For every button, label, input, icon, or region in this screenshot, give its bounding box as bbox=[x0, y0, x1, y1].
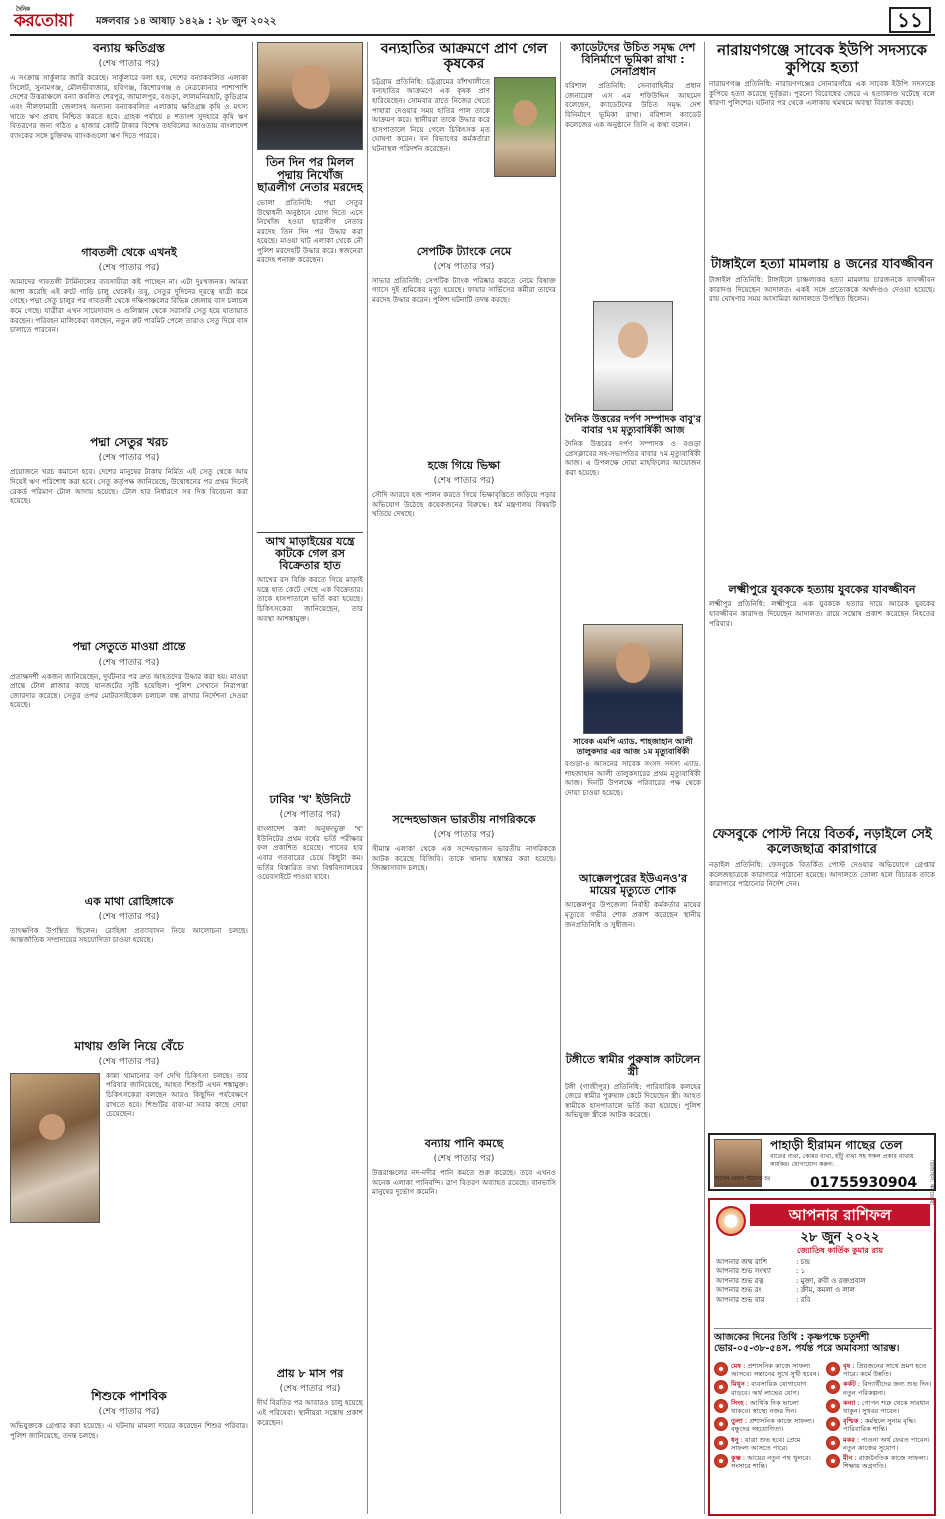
horoscope-title: আপনার রাশিফল bbox=[750, 1204, 930, 1226]
headline: বন্যায় ক্ষতিগ্রস্ত bbox=[93, 41, 165, 55]
column-3 bbox=[372, 42, 556, 1468]
zodiac-symbol-icon bbox=[714, 1399, 728, 1413]
headline: হজে গিয়ে ভিক্ষা bbox=[427, 458, 501, 472]
photo-caption: সাবেক এমপি এ্যাড. শাহজাহান আলী তালুকদার এর আজ ১ম মৃত্যুবার্ষিকী bbox=[573, 737, 693, 757]
zodiac-text bbox=[843, 1417, 932, 1433]
headline: গাবতলী থেকে এখনই bbox=[81, 246, 177, 260]
continued-label: (শেষ পাতার পর) bbox=[433, 830, 495, 841]
zodiac-text bbox=[843, 1399, 932, 1415]
elderly-man-photo bbox=[593, 301, 673, 411]
zodiac-symbol-icon bbox=[826, 1362, 840, 1376]
article-body: বরিশাল প্রতিনিধি: সেনাবাহিনীর প্রধান জেনারেল এস এম শফিউদ্দিন আহমেদ বলেছেন, ক্যাডেটদের উচিত সমৃদ্ধ দেশ বিনির্মাণে ভূমিকা রাখা। বরিশাল ক্যাডেট কলেজের এক অনুষ্ঠানে তিনি এ কথা বলেন। bbox=[565, 81, 701, 129]
article-body: অভিযুক্তকে গ্রেপ্তার করা হয়েছে। এ ঘটনায় মামলা দায়ের করেছেন শিশুর পরিবার। পুলিশ জানিয়েছে, তদন্ত চলছে। bbox=[10, 1421, 248, 1440]
article-with-photo bbox=[372, 77, 556, 242]
headline: দৈনিক উত্তরের দর্পণ সম্পাদক বাবু'র বাবার ৭ম মৃত্যুবার্ষিকী আজ bbox=[565, 414, 701, 436]
zodiac-name: কন্যা bbox=[843, 1398, 856, 1407]
zodiac-prediction: : গোপন শত্রু থেকে সাবধান থাকুন। সুখবর পাবেন। bbox=[843, 1398, 930, 1416]
continued-label: (শেষ পাতার পর) bbox=[433, 1154, 495, 1165]
article-body: আক্কেলপুর উপজেলা নির্বাহী কর্মকর্তার মায়ের মৃত্যুতে গভীর শোক প্রকাশ করেছেন স্থানীয় জনপ্রতিনিধি ও সুধীজন। bbox=[565, 900, 701, 929]
logo-text: করতোয়া bbox=[14, 11, 73, 31]
photo-face bbox=[618, 322, 648, 358]
column-4 bbox=[565, 42, 701, 1322]
continued-label: (শেষ পাতার পর) bbox=[98, 59, 160, 70]
headline: আখ মাড়াইয়ের যন্ত্রে কাটকে গেল রস বিক্রেতার হাত bbox=[257, 532, 363, 572]
zodiac-text bbox=[843, 1380, 932, 1396]
zodiac-name: তুলা bbox=[731, 1417, 743, 1426]
headline: নারায়ণগঞ্জে সাবেক ইউপি সদস্যকে কুপিয়ে হত্যা bbox=[717, 41, 927, 76]
column-1 bbox=[10, 42, 248, 1511]
logo-small-text: দৈনিক bbox=[16, 6, 30, 13]
zodiac-prediction: : কর্মস্থলে সুনাম বৃদ্ধি। পারিবারিক শান্তি। bbox=[843, 1417, 916, 1434]
headline: লক্ষ্মীপুরে যুবককে হত্যায় যুবকের যাবজ্জীবন bbox=[728, 583, 916, 597]
article-body: তাৎক্ষণিক উপস্থিত ছিলেন। রোহিঙ্গা প্রত্যাবাসন নিয়ে আলোচনা চলছে। আন্তর্জাতিক সম্প্রদায়ের সহযোগিতা চাওয়া হয়েছে। bbox=[10, 925, 248, 945]
zodiac-sign-entry bbox=[826, 1454, 932, 1470]
article-body: উত্তরাঞ্চলের নদ-নদীর পানি কমতে শুরু করেছে। তবে এখনও অনেক এলাকা পানিবন্দি। ত্রাণ বিতরণ অব্যাহত রয়েছে। বানভাসি মানুষের দুর্ভোগ কমেনি। bbox=[372, 1168, 556, 1197]
oil-advertisement bbox=[708, 1133, 936, 1191]
column-2 bbox=[257, 42, 363, 1508]
farmer-photo bbox=[494, 77, 556, 177]
page-number: ১১ bbox=[889, 7, 931, 33]
zodiac-sign-entry bbox=[714, 1380, 820, 1396]
zodiac-prediction: : বিদ্যার্থীদের জন্য শুভ দিন। নতুন পরিকল্পনা। bbox=[843, 1380, 932, 1397]
article-body: চট্টগ্রাম প্রতিনিধি: চট্টগ্রামের বাঁশখালীতে বন্যহাতির আক্রমণে এক কৃষক প্রাণ হারিয়েছেন। সোমবার রাতে নিজের খেতে পাহারা দেওয়ার সময় হাতির পাল তাকে আক্রমণ করে। স্থানীয়রা তাকে উদ্ধার করে হাসপাতালে নিয়ে গেলে চিকিৎসক মৃত ঘোষণা করেন। বন বিভাগের কর্মকর্তারা ঘটনাস্থল পরিদর্শন করেছেন। bbox=[372, 76, 490, 153]
advert-description: বাতের ব্যথা, কোমর ব্যথা, হাঁটু ব্যথা সহ সকল প্রকার ব্যথায় কার্যকর। যোগাযোগ করুন: bbox=[770, 1153, 914, 1168]
zodiac-name: মিথুন bbox=[731, 1380, 745, 1389]
headline: ফেসবুকে পোস্ট নিয়ে বিতর্ক, নড়াইলে সেই কলেজছাত্র কারাগারে bbox=[712, 827, 932, 857]
dateline: মঙ্গলবার ১৪ আষাঢ় ১৪২৯ : ২৮ জুন ২০২২ bbox=[96, 16, 277, 27]
zodiac-signs-grid bbox=[714, 1362, 932, 1470]
zodiac-symbol-icon bbox=[826, 1399, 840, 1413]
article-body: কান্না থামানোর বর্ণ দেখি চিকিৎসা চলছে। তার পরিবার জানিয়েছে, আহত শিশুটি এখন শঙ্কামুক্ত। চিকিৎসকেরা বলছেন আরও কিছুদিন পর্যবেক্ষণে রাখতে হবে। শিশুটির বাবা-মা সবার কাছে দোয়া চেয়েছেন। bbox=[106, 1070, 248, 1119]
article-body: আখের রস বিক্রি করতে গিয়ে মাড়াই যন্ত্রে হাত কেটে গেছে এক বিক্রেতার। তাকে হাসপাতালে ভর্তি করা হয়েছে। চিকিৎসকেরা জানিয়েছেন, তার অবস্থা আশঙ্কামুক্ত। bbox=[257, 575, 363, 623]
detail-key: আপনার শুভ বার bbox=[716, 1295, 765, 1304]
zodiac-sign-entry bbox=[714, 1454, 820, 1470]
article-body: নড়াইল প্রতিনিধি: ফেসবুকে বিতর্কিত পোস্ট দেওয়ার অভিযোগে গ্রেপ্তার কলেজছাত্রকে কারাগারে পাঠানো হয়েছে। আদালতে তোলা হলে বিচারক তাকে কারাগারে পাঠানোর নির্দেশ দেন। bbox=[709, 859, 935, 889]
zodiac-text bbox=[731, 1380, 820, 1396]
zodiac-text bbox=[843, 1362, 932, 1378]
zodiac-sign-entry bbox=[714, 1436, 820, 1452]
zodiac-text bbox=[731, 1362, 820, 1378]
portrait-photo bbox=[257, 42, 363, 150]
article-body: বগুড়া-৪ আসনের সাবেক সংসদ সদস্য এ্যাড. শাহজাহান আলী তালুকদারের প্রথম মৃত্যুবার্ষিকী আজ। দিনটি উপলক্ষে পরিবারের পক্ষ থেকে দোয়া চাওয়া হয়েছে। bbox=[565, 759, 701, 797]
headline: ক্যাডেটদের উচিত সমৃদ্ধ দেশ বিনির্মাণে ভূমিকা রাখা : সেনাপ্রধান bbox=[570, 41, 696, 79]
column-divider bbox=[252, 42, 253, 1514]
detail-key: আপনার শুভ রত্ন bbox=[716, 1276, 764, 1285]
zodiac-sign-entry bbox=[826, 1362, 932, 1378]
photo-face bbox=[616, 643, 650, 683]
zodiac-prediction: : প্রিয়জনের সাথে ভ্রমণ হতে পারে। কর্মে উন্নতি। bbox=[843, 1362, 927, 1379]
article-body: দৈনিক উত্তরের দর্পণ সম্পাদক ও বগুড়া প্রেসক্লাবের সহ-সভাপতির বাবার ৭ম মৃত্যুবার্ষিকী আজ। এ উপলক্ষে দোয়া মাহফিলের আয়োজন করা হয়েছে। bbox=[565, 439, 701, 477]
zodiac-name: ধনু bbox=[731, 1435, 739, 1444]
zodiac-symbol-icon bbox=[714, 1454, 728, 1468]
horoscope-date: ২৮ জুন ২০২২ bbox=[800, 1230, 880, 1245]
zodiac-prediction: : যাত্রা শুভ হবে। প্রেমে সাফল্য আসতে পারে। bbox=[731, 1435, 801, 1452]
horoscope-detail-row bbox=[716, 1258, 930, 1267]
zodiac-prediction: : আয়ের নতুন পথ খুলবে। সংসারে শান্তি। bbox=[731, 1454, 811, 1471]
zodiac-symbol-icon bbox=[714, 1436, 728, 1450]
continued-label: (শেষ পাতার পর) bbox=[433, 261, 495, 272]
column-5 bbox=[709, 42, 935, 1010]
headline: বন্যহাতির আক্রমণে প্রাণ গেল কৃষকের bbox=[380, 41, 548, 73]
masthead bbox=[10, 6, 935, 36]
page-credit: ডিজাইন: করতোয়া bbox=[928, 1160, 935, 1206]
continued-label: (শেষ পাতার পর) bbox=[433, 475, 495, 486]
advert-phone: 01755930904 bbox=[810, 1175, 918, 1191]
headline: টাঙ্গাইলে হত্যা মামলায় ৪ জনের যাবজ্জীবন bbox=[710, 257, 934, 272]
zodiac-sign-entry bbox=[714, 1362, 820, 1378]
zodiac-sign-entry bbox=[714, 1417, 820, 1433]
zodiac-name: বৃশ্চিক bbox=[843, 1417, 859, 1426]
article-body: সীমান্ত এলাকা থেকে এক সন্দেহভাজন ভারতীয় নাগরিককে আটক করেছে বিজিবি। তাকে থানায় হস্তান্তর করা হয়েছে। জিজ্ঞাসাবাদ চলছে। bbox=[372, 844, 556, 873]
zodiac-symbol-icon bbox=[714, 1380, 728, 1394]
detail-value: : মুক্তা, রুবী ও রক্তপ্রবাল bbox=[796, 1276, 866, 1285]
zodiac-name: মকর bbox=[843, 1435, 855, 1444]
zodiac-text bbox=[731, 1417, 820, 1433]
zodiac-sign-entry bbox=[826, 1399, 932, 1415]
article-body: আমাদের গাবতলী টার্মিনালের ব্যবসায়ীরা কষ্ট পাচ্ছেন না। এটা দুঃখজনক। আমরা আশা করেছি এই রুটে গাড়ি চালু থেকেই। তবু, সেতুর দুদিনের দূরত্বে যাত্রী কমে গেছে। পদ্মা সেতু চালুর পর গাবতলী থেকে দক্ষিণাঞ্চলের বিভিন্ন জেলায় বাস চলাচল কমে গেছে। যাত্রীরা এখন সায়েদাবাদ ও গুলিস্তান থেকে সরাসরি সেতু হয়ে যাতায়াত করছেন। পরিবহন মালিকেরা বলছেন, নতুন রুট পারমিট পেলে তারাও সেতু দিয়ে বাস চালাতে পারবেন। bbox=[10, 277, 248, 335]
zodiac-text bbox=[843, 1436, 932, 1452]
photo-face bbox=[39, 1114, 65, 1140]
newspaper-logo bbox=[14, 8, 73, 36]
continued-label: (শেষ পাতার পর) bbox=[98, 1056, 160, 1067]
article-body: ভোলা প্রতিনিধি: পদ্মা সেতুর উদ্বোধনী অনুষ্ঠানে যোগ দিতে এসে নিখোঁজ হওয়া ছাত্রলীগ নেতার মরদেহ তিন দিন পর উদ্ধার করা হয়েছে। মাওয়া ঘাট এলাকা থেকে নৌ পুলিশ মরদেহটি উদ্ধার করে। স্বজনেরা মরদেহ শনাক্ত করেছেন। bbox=[257, 197, 363, 265]
zodiac-name: সিংহ bbox=[731, 1398, 744, 1407]
headline: সন্দেহভাজন ভারতীয় নাগরিককে bbox=[392, 812, 536, 826]
zodiac-symbol-icon bbox=[826, 1436, 840, 1450]
zodiac-text bbox=[731, 1399, 820, 1415]
article-with-photo bbox=[10, 1071, 248, 1246]
zodiac-name: বৃষ bbox=[843, 1362, 851, 1370]
detail-key: আপনার জন্ম রাশি bbox=[716, 1258, 768, 1266]
zodiac-symbol-icon bbox=[826, 1380, 840, 1394]
headline: পদ্মা সেতুর খরচ bbox=[90, 435, 168, 450]
headline: পদ্মা সেতুতে মাওয়া প্রান্তে bbox=[72, 640, 186, 654]
column-divider bbox=[367, 42, 368, 1514]
headline: বন্যায় পানি কমছে bbox=[424, 1137, 504, 1151]
continued-label: (শেষ পাতার পর) bbox=[279, 810, 341, 821]
horoscope-detail-row bbox=[716, 1286, 930, 1295]
zodiac-name: কর্কট bbox=[843, 1380, 856, 1389]
article-body-continued bbox=[10, 1246, 248, 1386]
zodiac-symbol-icon bbox=[714, 1417, 728, 1431]
headline: প্রায় ৮ মাস পর bbox=[276, 1367, 344, 1381]
photo-face bbox=[292, 65, 330, 109]
detail-key: আপনার শুভ রং bbox=[716, 1286, 762, 1295]
horoscope-detail-row bbox=[716, 1267, 930, 1276]
continued-label: (শেষ পাতার পর) bbox=[279, 1384, 341, 1395]
zodiac-symbol-icon bbox=[826, 1454, 840, 1468]
zodiac-sign-entry bbox=[826, 1436, 932, 1452]
headline: আক্কেলপুরের ইউএনও'র মায়ের মৃত্যুতে শোক bbox=[578, 872, 688, 898]
column-divider bbox=[560, 42, 561, 1514]
article-body: লক্ষ্মীপুর প্রতিনিধি: লক্ষ্মীপুরে এক যুবককে হত্যার দায়ে আরেক যুবকের যাবজ্জীবন কারাদণ্ড দিয়েছেন আদালত। রায়ে সন্তোষ প্রকাশ করেছেন নিহতের পরিবার। bbox=[709, 599, 935, 628]
zodiac-prediction: : প্রশাসনিক কাজে সাফল্য আসবে। সন্তানের সুখে সুখী হবেন। bbox=[731, 1362, 820, 1379]
zodiac-symbol-icon bbox=[714, 1362, 728, 1376]
zodiac-name: মীন bbox=[843, 1454, 853, 1463]
zodiac-symbol-icon bbox=[826, 1417, 840, 1431]
horoscope-box bbox=[708, 1198, 936, 1516]
zodiac-prediction: : পাওনা অর্থ ফেরত পাবেন। নতুন কাজের সুযোগ। bbox=[843, 1435, 930, 1452]
detail-value: : ক্রীম, কমলা ও লাল bbox=[796, 1286, 855, 1295]
zodiac-name: মেষ bbox=[731, 1362, 741, 1370]
article-body: বাংলাদেশ কলা অনুষদভুক্ত 'খ' ইউনিটের প্রথম বর্ষের ভর্তি পরীক্ষার ফল প্রকাশিত হয়েছে। পাসের হার এবার গতবারের চেয়ে কিছুটা কম। ভর্তির বিস্তারিত তথ্য বিশ্ববিদ্যালয়ের ওয়েবসাইটে পাওয়া যাবে। bbox=[257, 824, 363, 882]
zodiac-wheel-icon bbox=[716, 1206, 746, 1236]
continued-label: (শেষ পাতার পর) bbox=[98, 657, 160, 668]
tithi-line: আজকের দিনের তিথি : কৃষ্ণপক্ষে চতুর্দশী ভোর-০৫-৩৮-৫৪স. পর্যন্ত পরে অমাবস্যা আরম্ভ। bbox=[714, 1328, 932, 1354]
headline: টঙ্গীতে স্বামীর পুরুষাঙ্গ কাটলেন স্ত্রী bbox=[565, 1053, 701, 1079]
horoscope-detail-row bbox=[716, 1296, 930, 1305]
zodiac-text bbox=[731, 1454, 820, 1470]
article-body: এ সংক্রান্ত সার্কুলার জারি করেছে। সার্কুলারে বলা হয়, দেশের বন্যাকবলিত এলাকা সিলেট, সুনামগঞ্জ, মৌলভীবাজার, হবিগঞ্জ, কিশোরগঞ্জ ও নেত্রকোনার পাশাপাশি দেশের উত্তরাঞ্চলে বন্যা কবলিত শেরপুর, জামালপুর, বগুড়া, লালমনিরহাট, কুড়িগ্রাম এবং নীলফামারী জেলাসহ অন্যান্য বন্যাকবলিত এলাকায় ক্ষতিগ্রস্ত কৃষি ও মৎস্য খাতে ঋণ প্রবাহ নিশ্চিত করতে হবে। গ্রাহক পর্যায়ে ৪ শতাংশ সুদহারে কৃষি ঋণ বিতরণের জন্য গঠিত ৫ হাজার কোটি টাকার বিশেষ তহবিলের আওতায় বাংলাদেশ ব্যাংকের সঙ্গে চুক্তিবদ্ধ ব্যাংকগুলো ঋণ দিতে পারবে। bbox=[10, 73, 248, 140]
continued-label: (শেষ পাতার পর) bbox=[98, 263, 160, 274]
zodiac-prediction: : ব্যবসায়িক যোগাযোগ বাড়বে। অর্থ লাভের যোগ। bbox=[731, 1380, 807, 1397]
headline: শিশুকে পাশবিক bbox=[91, 1388, 167, 1403]
zodiac-sign-entry bbox=[826, 1380, 932, 1396]
article-body: প্রয়োজনে খরচ কমানো হবে। দেশের মানুষের টাকায় নির্মিত এই সেতু থেকে আয় দিয়েই ঋণ পরিশোধ করা হবে। সেতু কর্তৃপক্ষ জানিয়েছে, উদ্বোধনের পর প্রথম দিনেই রেকর্ড পরিমাণ টোল আদায় হয়েছে। টোল হার নির্ধারণে সব দিক বিবেচনা করা হয়েছে। bbox=[10, 467, 248, 506]
horoscope-details bbox=[716, 1258, 930, 1305]
former-mp-photo bbox=[583, 624, 683, 734]
zodiac-prediction: : আর্থিক দিক ভালো থাকবে। স্বাস্থ্যে নজর দিন। bbox=[731, 1398, 799, 1416]
headline: ঢাবির 'খ' ইউনিটে bbox=[269, 793, 351, 807]
article-body: নারায়ণগঞ্জ প্রতিনিধি: নারায়ণগঞ্জের সোনারগাঁয়ে এক সাবেক ইউপি সদস্যকে কুপিয়ে হত্যা করেছে দুর্বৃত্তরা। পুরনো বিরোধের জেরে এ হত্যাকাণ্ড ঘটেছে বলে ধারণা পুলিশের। ঘটনার পর থেকে এলাকায় থমথমে অবস্থা বিরাজ করছে। bbox=[709, 79, 935, 108]
column-divider bbox=[704, 42, 705, 1514]
advert-note: পার্সেল যোগে পাঠানো হয় bbox=[714, 1176, 771, 1182]
zodiac-text bbox=[843, 1454, 932, 1470]
zodiac-prediction: : প্রশাসনিক কাজে সাফল্য। বন্ধুদের সহযোগিতা। bbox=[731, 1417, 815, 1434]
article-body: সৌদি আরবে হজ পালন করতে গিয়ে ভিক্ষাবৃত্তিতে জড়িয়ে পড়ার অভিযোগ উঠেছে কয়েকজনের বিরুদ্ধে। ধর্ম মন্ত্রণালয় বিষয়টি খতিয়ে দেখছে। bbox=[372, 489, 556, 519]
article-body: টাঙ্গাইল প্রতিনিধি: টাঙ্গাইলে চাঞ্চল্যকর হত্যা মামলায় চারজনকে যাবজ্জীবন কারাদণ্ড দিয়েছেন আদালত। একই সঙ্গে প্রত্যেককে অর্থদণ্ডও দেওয়া হয়েছে। রায় ঘোষণার সময় আসামিরা আদালতে উপস্থিত ছিলেন। bbox=[709, 275, 935, 304]
zodiac-sign-entry bbox=[714, 1399, 820, 1415]
horoscope-detail-row bbox=[716, 1277, 930, 1286]
injured-child-photo bbox=[10, 1073, 100, 1223]
photo-face bbox=[513, 100, 537, 126]
article-body: সাভার প্রতিনিধি: সেপটিক ট্যাংক পরিষ্কার করতে নেমে বিষাক্ত গ্যাসে দুই শ্রমিকের মৃত্যু হয়েছে। ফায়ার সার্ভিসের কর্মীরা তাদের মরদেহ উদ্ধার করেন। পুলিশ ঘটনাটি তদন্ত করছে। bbox=[372, 275, 556, 305]
article-body: টঙ্গী (গাজীপুর) প্রতিনিধি: পারিবারিক কলহের জেরে স্বামীর পুরুষাঙ্গ কেটে দিয়েছেন স্ত্রী। আহত স্বামীকে হাসপাতালে ভর্তি করা হয়েছে। পুলিশ অভিযুক্ত স্ত্রীকে আটক করেছে। bbox=[565, 1081, 701, 1120]
headline: এক মাথা রোহিঙ্গাকে bbox=[84, 894, 174, 908]
headline: সেপটিক ট্যাংকে নেমে bbox=[416, 244, 512, 258]
horoscope-author: জ্যোতিষ কার্তিক কুমার রায় bbox=[796, 1246, 884, 1255]
zodiac-name: কুম্ভ bbox=[731, 1454, 741, 1463]
headline: মাথায় গুলি নিয়ে বেঁচে bbox=[74, 1038, 184, 1053]
zodiac-text bbox=[731, 1436, 820, 1452]
article-body: দীর্ঘ বিরতির পর আবারও চালু হয়েছে এই পরিষেবা। স্থানীয়রা সন্তোষ প্রকাশ করেছেন। bbox=[257, 1398, 363, 1427]
advert-title: পাহাড়ী হীরামন গাছের তেল bbox=[770, 1138, 903, 1152]
continued-label: (শেষ পাতার পর) bbox=[98, 911, 160, 922]
headline: তিন দিন পর মিলল পদ্মায় নিখোঁজ ছাত্রলীগ নেতার মরদেহ bbox=[257, 155, 363, 195]
continued-label: (শেষ পাতার পর) bbox=[98, 1407, 160, 1418]
detail-key: আপনার শুভ সংখ্যা bbox=[716, 1267, 771, 1276]
zodiac-sign-entry bbox=[826, 1417, 932, 1433]
detail-value: : চন্দ্র bbox=[796, 1258, 811, 1266]
zodiac-prediction: : রাজনৈতিক কাজে সাফল্য। শিক্ষায় অগ্রগতি। bbox=[843, 1454, 929, 1471]
detail-value: : রবি bbox=[796, 1295, 811, 1304]
detail-value: : ১ bbox=[796, 1267, 806, 1276]
article-body: প্রত্যক্ষদর্শী একজন জানিয়েছেন, দুর্ঘটনার পর দ্রুত আহতদের উদ্ধার করা হয়। মাওয়া প্রান্তে টোল প্লাজার কাছে যানজটের সৃষ্টি হয়েছিল। পুলিশ সেখানে নিরাপত্তা জোরদার করেছে। সেতুর ওপর মোটরসাইকেল চলাচল বন্ধ রাখার নির্দেশনা দেওয়া হয়েছে। bbox=[10, 671, 248, 710]
continued-label: (শেষ পাতার পর) bbox=[98, 453, 160, 464]
